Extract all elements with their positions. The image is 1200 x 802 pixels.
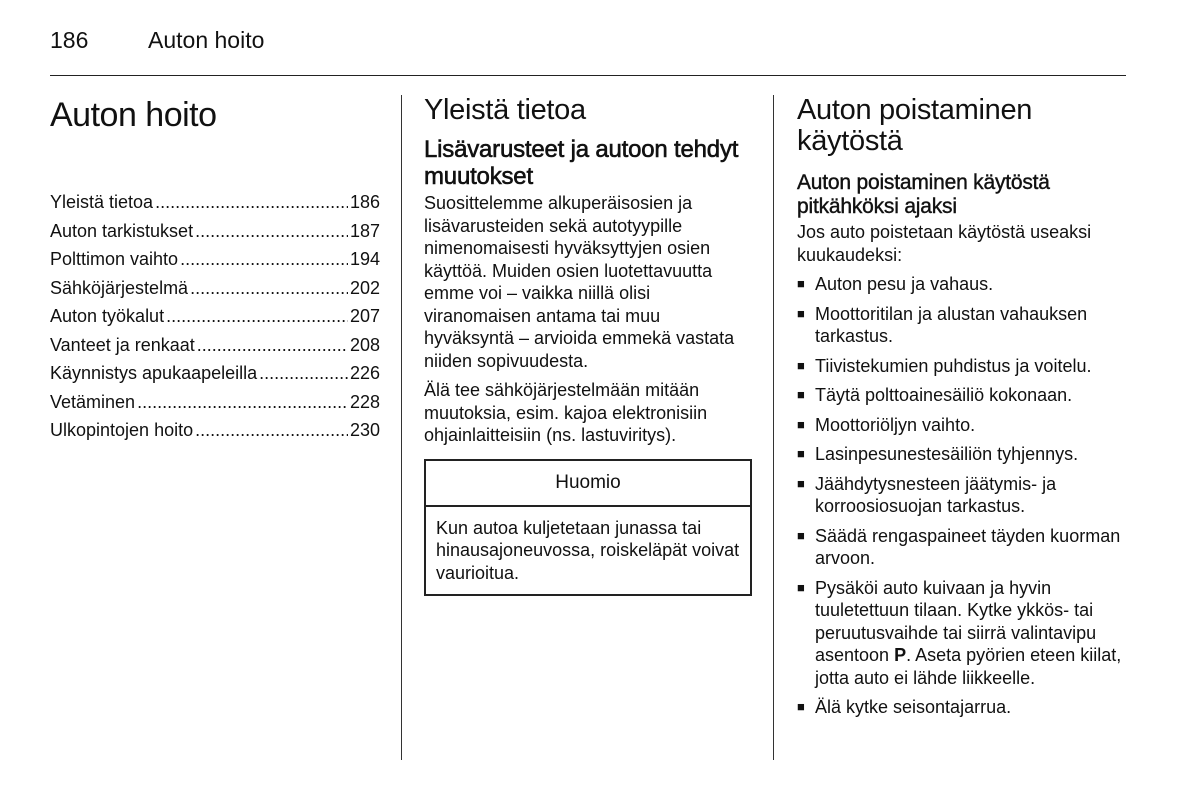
list-item xyxy=(797,273,1127,296)
toc-entry-page: 228 xyxy=(349,391,380,412)
list-item-text: Moottoritilan ja alustan vahauksen tarkastus. xyxy=(815,303,1088,346)
toc-leader-dots xyxy=(195,416,348,445)
table-of-contents xyxy=(50,188,380,445)
square-bullet-icon: ■ xyxy=(797,357,805,373)
list-item xyxy=(797,577,1127,690)
toc-leader-dots xyxy=(166,302,348,331)
square-bullet-icon: ■ xyxy=(797,387,805,402)
toc-entry[interactable] xyxy=(50,274,380,303)
toc-entry-page: 194 xyxy=(349,249,380,269)
square-bullet-icon: ■ xyxy=(797,699,805,714)
list-item xyxy=(797,525,1127,570)
square-bullet-icon: ■ xyxy=(797,527,805,543)
toc-entry-label: Polttimon vaihto xyxy=(50,249,179,269)
square-bullet-icon: ■ xyxy=(797,446,805,461)
toc-entry[interactable] xyxy=(50,416,380,445)
list-item-text xyxy=(815,577,1127,690)
park-text-before: Pysäköi auto kuivaan ja hyvin tuuletettuun tilaan. Kytke ykkös- tai peruutusvaihde tai siirrä valintavipu asentoon xyxy=(815,577,1097,665)
toc-leader-dots xyxy=(195,217,348,246)
square-bullet-icon: ■ xyxy=(797,276,805,291)
toc-leader-dots xyxy=(190,274,348,303)
list-item xyxy=(797,355,1127,378)
toc-entry-page: 202 xyxy=(349,277,380,298)
list-item-text: Älä kytke seisontajarrua. xyxy=(815,697,1012,717)
chapter-title: Auton hoito xyxy=(50,96,217,134)
toc-entry[interactable] xyxy=(50,359,380,388)
list-item xyxy=(797,384,1127,407)
list-item-text: Säädä rengaspaineet täyden kuorman arvoon. xyxy=(815,525,1121,568)
toc-leader-dots xyxy=(155,188,348,217)
header-rule xyxy=(50,75,1126,76)
section-title: Yleistä tietoa xyxy=(424,94,586,126)
list-item xyxy=(797,414,1127,437)
notice-text: Kun autoa kuljetetaan junassa tai hinausajoneuvossa, roiskeläpät voivat vaurioitua. xyxy=(436,517,740,583)
toc-entry-label: Vanteet ja renkaat xyxy=(50,334,195,355)
toc-entry-label: Vetäminen xyxy=(50,391,136,412)
subsection-title: Auton poistaminen käytöstä pitkähköksi ajaksi xyxy=(797,171,1050,218)
square-bullet-icon: ■ xyxy=(797,305,805,321)
toc-entry-label: Yleistä tietoa xyxy=(50,192,154,212)
column-divider-right xyxy=(773,95,774,760)
toc-entry[interactable] xyxy=(50,217,380,246)
toc-leader-dots xyxy=(137,388,348,417)
toc-entry-page: 226 xyxy=(349,363,380,383)
toc-entry-label: Käynnistys apukaapeleilla xyxy=(50,363,258,383)
park-text-after: . Aseta pyörien eteen kiilat, jotta auto ei lähde liikkeelle. xyxy=(815,645,1122,688)
list-item-text: Auton pesu ja vahaus. xyxy=(815,274,994,294)
toc-entry-page: 230 xyxy=(349,420,380,440)
toc-entry-label: Ulkopintojen hoito xyxy=(50,420,194,440)
gear-position-p: P xyxy=(894,645,907,665)
chapter-column xyxy=(50,95,380,445)
list-item-text: Tiivistekumien puhdistus ja voitelu. xyxy=(815,355,1092,376)
toc-entry-page: 208 xyxy=(349,334,380,355)
list-item xyxy=(797,473,1127,518)
notice-title: Huomio xyxy=(426,461,750,507)
toc-entry-page: 187 xyxy=(349,220,380,241)
toc-entry-label: Auton työkalut xyxy=(50,306,165,326)
toc-leader-dots xyxy=(259,359,348,388)
square-bullet-icon: ■ xyxy=(797,579,805,595)
body-paragraph: Älä tee sähköjärjestelmään mitään muutoksia, esim. kajoa elektronisiin ohjainlaitteisiin (ns. lastuviritys). xyxy=(424,380,708,445)
toc-entry[interactable] xyxy=(50,188,380,217)
list-item-text: Lasinpesunestesäiliön tyhjennys. xyxy=(815,444,1079,464)
list-item xyxy=(797,303,1127,348)
toc-entry-page: 186 xyxy=(349,192,380,212)
section-title: Auton poistaminen käytöstä xyxy=(797,94,1033,157)
body-paragraph: Suosittelemme alkuperäisosien ja lisävarusteiden sekä autotyypille nimenomaisesti hyväksyttyjen osien käyttöä. Muiden osien luotettavuutta emme voi – vaikka niillä olisi viranomaisen antama tai muu hyväksyntä – arvioida emmekä vastata niiden sopivuudesta. xyxy=(424,193,735,371)
square-bullet-icon: ■ xyxy=(797,416,805,432)
list-item-text: Täytä polttoainesäiliö kokonaan. xyxy=(815,385,1073,405)
toc-leader-dots xyxy=(180,245,348,274)
list-item-text: Jäähdytysnesteen jäätymis- ja korroosiosuojan tarkastus. xyxy=(815,473,1057,516)
toc-leader-dots xyxy=(197,331,348,360)
running-title: Auton hoito xyxy=(148,27,265,53)
list-item-text: Moottoriöljyn vaihto. xyxy=(815,414,976,435)
toc-entry[interactable] xyxy=(50,302,380,331)
page-number: 186 xyxy=(50,27,89,53)
toc-entry-page: 207 xyxy=(349,306,380,326)
page-header xyxy=(50,26,264,54)
storage-checklist xyxy=(797,273,1127,719)
square-bullet-icon: ■ xyxy=(797,475,805,491)
toc-entry[interactable] xyxy=(50,245,380,274)
toc-entry-label: Auton tarkistukset xyxy=(50,220,194,241)
toc-entry[interactable] xyxy=(50,388,380,417)
list-item xyxy=(797,443,1127,466)
general-info-column xyxy=(424,95,754,596)
column-divider-left xyxy=(401,95,402,760)
storage-column xyxy=(797,95,1127,726)
list-item xyxy=(797,696,1127,719)
subsection-title: Lisävarusteet ja autoon tehdyt muutokset xyxy=(424,136,739,190)
notice-box xyxy=(424,459,752,597)
intro-paragraph: Jos auto poistetaan käytöstä useaksi kuukaudeksi: xyxy=(797,222,1092,265)
toc-entry-label: Sähköjärjestelmä xyxy=(50,277,189,298)
toc-entry[interactable] xyxy=(50,331,380,360)
